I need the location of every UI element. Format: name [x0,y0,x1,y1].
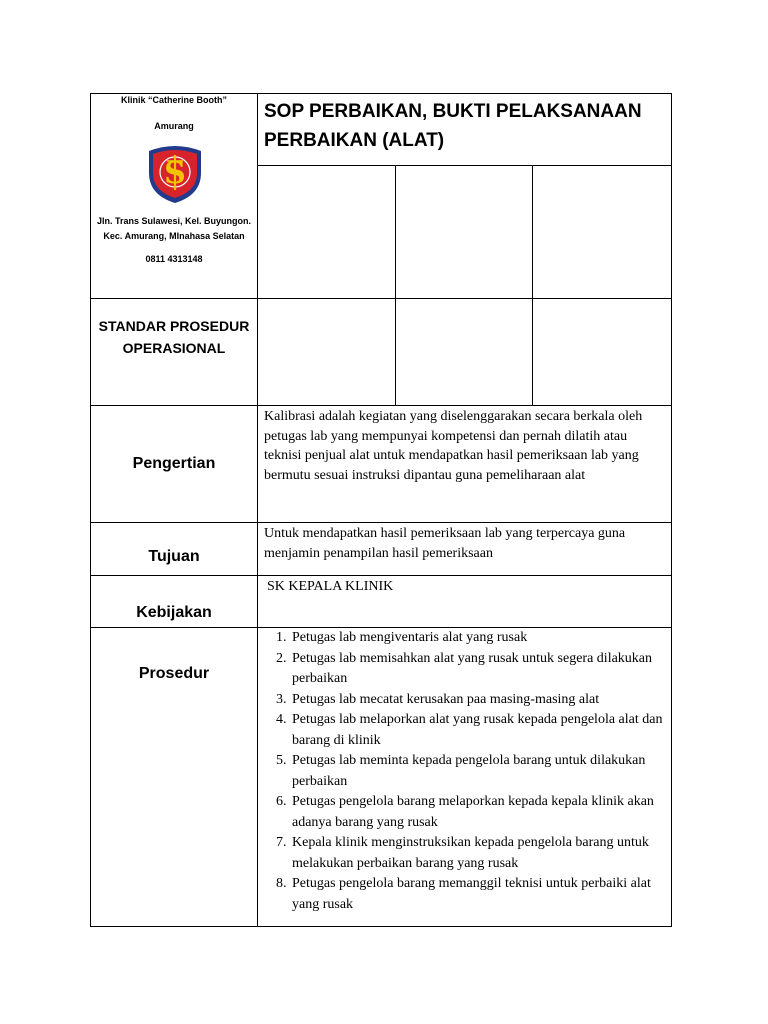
prosedur-label: Prosedur [91,628,258,927]
tujuan-label: Tujuan [91,523,258,576]
kebijakan-label: Kebijakan [91,576,258,628]
empty-cell [533,166,672,299]
clinic-info-cell [91,94,258,299]
empty-cell [533,299,672,406]
clinic-address-line1: Jln. Trans Sulawesi, Kel. Buyungon. [96,216,252,226]
list-item: 7. Kepala klinik menginstruksikan kepada pengelola barang untuk melakukan perbaikan barang yang rusak [290,833,665,874]
list-item: 1. Petugas lab mengiventaris alat yang rusak [290,628,665,649]
svg-text:S: S [164,156,186,191]
document-title: SOP PERBAIKAN, BUKTI PELAKSANAAN PERBAIKAN (ALAT) [258,94,672,166]
prosedur-steps-list [258,628,671,915]
list-item: 3. Petugas lab mecatat kerusakan paa masing-masing alat [290,690,665,711]
list-item: 2. Petugas lab memisahkan alat yang rusak untuk segera dilakukan perbaikan [290,649,665,690]
pengertian-text: Kalibrasi adalah kegiatan yang diselenggarakan secara berkala oleh petugas lab yang mempunyai kompetensi dan pernah dilatih atau teknisi penjual alat untuk mendapatkan hasil pemeriksaan lab yang bermutu sesuai instruksi dipantau guna pemeliharaan alat [258,406,672,523]
empty-cell [258,166,396,299]
sop-document-table [90,93,672,927]
clinic-city: Amurang [154,121,194,131]
list-item: 8. Petugas pengelola barang memanggil teknisi untuk perbaiki alat yang rusak [290,874,665,915]
clinic-address-line2: Kec. Amurang, MInahasa Selatan [103,231,245,241]
empty-cell [396,299,533,406]
clinic-phone: 0811 4313148 [145,254,203,264]
list-item: 4. Petugas lab melaporkan alat yang rusak kepada pengelola alat dan barang di klinik [290,710,665,751]
list-item: 5. Petugas lab meminta kepada pengelola barang untuk dilakukan perbaikan [290,751,665,792]
prosedur-steps-cell [258,628,672,927]
pengertian-label: Pengertian [91,406,258,523]
empty-cell [396,166,533,299]
kebijakan-text: SK KEPALA KLINIK [258,576,672,628]
sop-label: STANDAR PROSEDUR OPERASIONAL [91,299,258,406]
clinic-name: Klinik “Catherine Booth” [120,95,227,105]
salvation-army-shield-logo-icon [145,143,205,205]
tujuan-text: Untuk mendapatkan hasil pemeriksaan lab yang terpercaya guna menjamin penampilan hasil pemeriksaan [258,523,672,576]
empty-cell [258,299,396,406]
list-item: 6. Petugas pengelola barang melaporkan kepada kepala klinik akan adanya barang yang rusak [290,792,665,833]
